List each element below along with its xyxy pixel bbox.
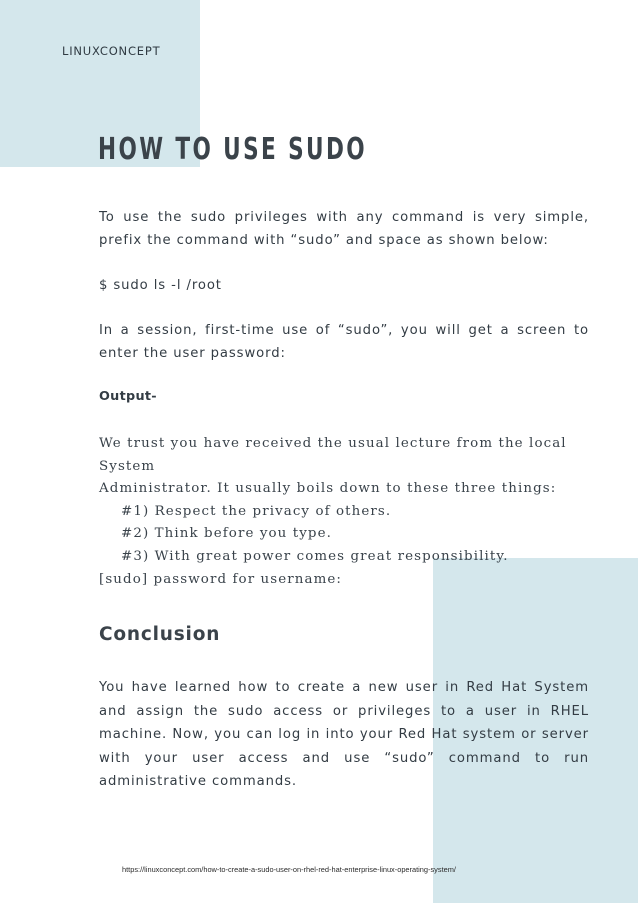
- output-line: Administrator. It usually boils down to these three things:: [99, 481, 557, 497]
- command-example: $ sudo ls -l /root: [99, 278, 222, 293]
- output-line: #2) Think before you type.: [121, 526, 332, 542]
- output-label: Output-: [99, 389, 157, 404]
- output-line: #3) With great power comes great responsibility.: [121, 548, 509, 564]
- output-block: [99, 433, 594, 591]
- output-line: System: [99, 458, 156, 474]
- output-line: We trust you have received the usual lecture from the local: [99, 436, 567, 451]
- source-url-link[interactable]: https://linuxconcept.com/how-to-create-a-sudo-user-on-rhel-red-hat-enterprise-linux-operating-system/: [122, 865, 456, 874]
- page-title: HOW TO USE SUDO: [98, 132, 368, 167]
- intro-paragraph: To use the sudo privileges with any command is very simple, prefix the command with “sudo” and space as shown below:: [99, 210, 589, 248]
- conclusion-paragraph: You have learned how to create a new user in Red Hat System and assign the sudo access or privileges to a user in RHEL machine. Now, you can log in into your Red Hat system or server with your user access and use “sudo” command to run administrative commands.: [99, 680, 589, 789]
- session-paragraph: In a session, first-time use of “sudo”, you will get a screen to enter the user password:: [99, 323, 589, 361]
- conclusion-heading: Conclusion: [99, 624, 221, 645]
- brand-name: LINUXCONCEPT: [62, 44, 161, 58]
- output-line: [sudo] password for username:: [99, 571, 343, 587]
- output-line: #1) Respect the privacy of others.: [121, 503, 392, 519]
